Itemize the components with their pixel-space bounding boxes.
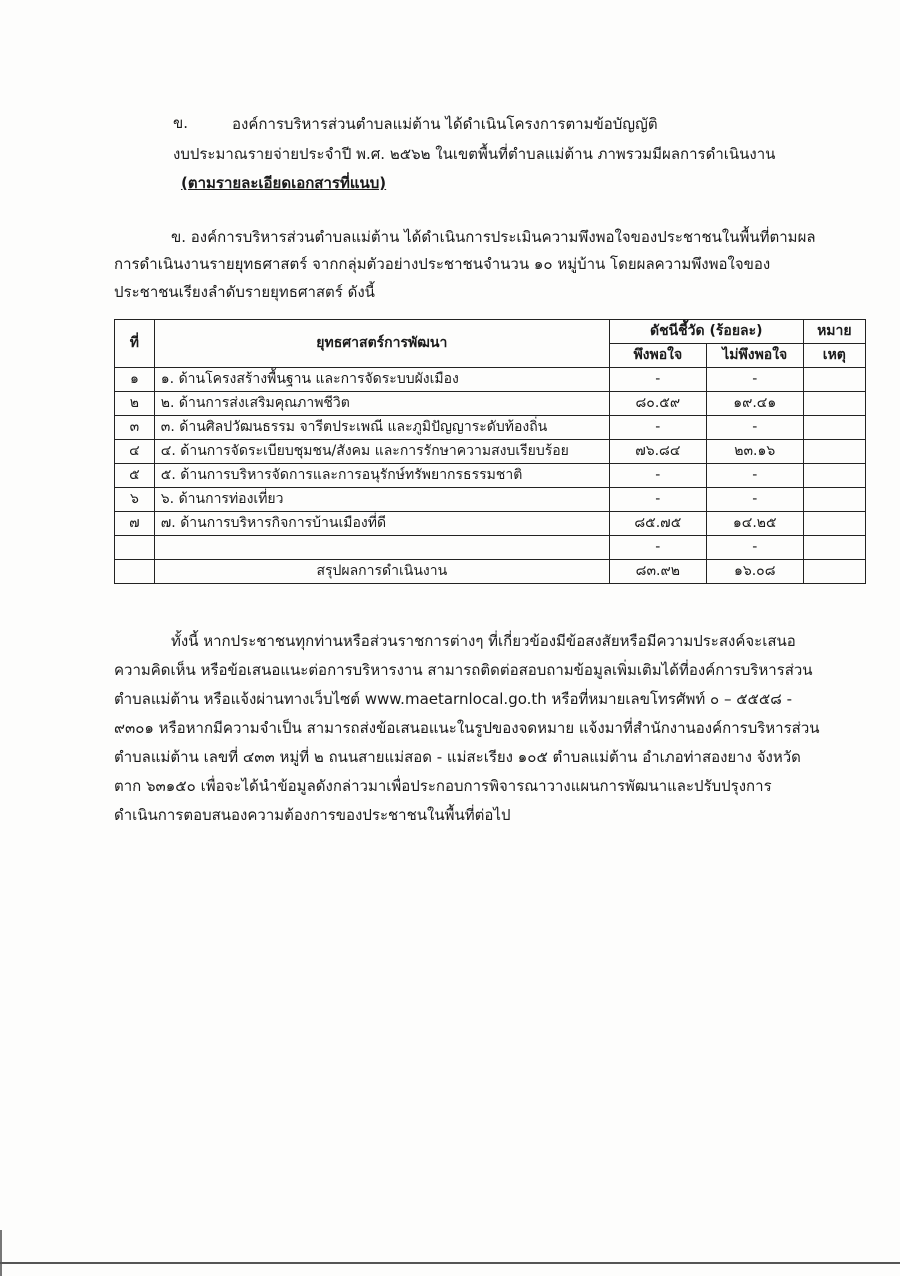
table-row [115,392,866,416]
row-no: ๑ [115,368,155,392]
header-note-1: หมาย [803,320,865,344]
header-satisfied: พึงพอใจ [609,344,706,368]
table-row [115,488,866,512]
row-strategy: ๔. ด้านการจัดระเบียบชุมชน/สังคม และการรักษาความสงบเรียบร้อย [154,440,609,464]
closing-paragraph [114,627,844,830]
row-no: ๓ [115,416,155,440]
row-strategy: ๗. ด้านการบริหารกิจการบ้านเมืองที่ดี [154,512,609,536]
scan-edge-left [0,1230,2,1276]
summary-satisfied: ๘๓.๙๒ [609,560,706,584]
closing-line-7: ดำเนินการตอบสนองความต้องการของประชาชนในพื้นที่ต่อไป [114,806,511,824]
table-header-row [115,320,866,344]
section-kho-line-1: องค์การบริหารส่วนตำบลแม่ต้าน ได้ดำเนินโครงการตามข้อบัญญัติ [232,115,658,133]
row-unsatisfied: - [706,464,803,488]
closing-line-5: ตำบลแม่ต้าน เลขที่ ๔๓๓ หมู่ที่ ๒ ถนนสายแม่สอด - แม่สะเรียง ๑๐๕ ตำบลแม่ต้าน อำเภอท่าสองยาง จังหวัด [114,748,801,766]
row-no [115,536,155,560]
survey-line-3: ประชาชนเรียงลำดับรายยุทธศาสตร์ ดังนี้ [114,283,375,301]
summary-label: สรุปผลการดำเนินงาน [154,560,609,584]
section-kho-attachment-note: (ตามรายละเอียดเอกสารที่แนบ) [181,174,387,192]
section-kho-label: ข. [173,114,189,132]
row-note [803,416,865,440]
row-note [803,392,865,416]
row-strategy [154,536,609,560]
row-note [803,488,865,512]
row-unsatisfied: ๑๔.๒๕ [706,512,803,536]
survey-line-1: ข. องค์การบริหารส่วนตำบลแม่ต้าน ได้ดำเนินการประเมินความพึงพอใจของประชาชนในพื้นที่ตามผล [171,228,816,246]
table-row [115,464,866,488]
row-no: ๗ [115,512,155,536]
row-strategy: ๕. ด้านการบริหารจัดการและการอนุรักษ์ทรัพยากรธรรมชาติ [154,464,609,488]
row-strategy: ๖. ด้านการท่องเที่ยว [154,488,609,512]
row-satisfied: ๘๕.๗๕ [609,512,706,536]
header-note-2: เหตุ [803,344,865,368]
row-unsatisfied: - [706,368,803,392]
header-no: ที่ [115,320,155,368]
table-row [115,368,866,392]
row-satisfied: ๘๐.๕๙ [609,392,706,416]
row-unsatisfied: ๒๓.๑๖ [706,440,803,464]
row-note [803,464,865,488]
closing-line-4: ๙๓๐๑ หรือหากมีความจำเป็น สามารถส่งข้อเสนอแนะในรูปของจดหมาย แจ้งมาที่สำนักงานองค์การบริหารส่วน [114,719,820,737]
table-row [115,536,866,560]
row-satisfied: ๗๖.๘๔ [609,440,706,464]
row-satisfied: - [609,368,706,392]
header-unsatisfied: ไม่พึงพอใจ [706,344,803,368]
satisfaction-table [114,319,866,584]
scan-edge-bottom [0,1262,900,1264]
table-row [115,512,866,536]
header-index: ดัชนีชี้วัด (ร้อยละ) [609,320,803,344]
row-satisfied: - [609,488,706,512]
closing-line-2: ความคิดเห็น หรือข้อเสนอแนะต่อการบริหารงาน สามารถติดต่อสอบถามข้อมูลเพิ่มเติมได้ที่องค์การบริหารส่วน [114,661,813,679]
row-note [803,512,865,536]
row-satisfied: - [609,464,706,488]
row-no: ๔ [115,440,155,464]
row-unsatisfied: - [706,488,803,512]
row-note [803,440,865,464]
closing-line-6: ตาก ๖๓๑๕๐ เพื่อจะได้นำข้อมูลดังกล่าวมาเพื่อประกอบการพิจารณาวางแผนการพัฒนาและปรับปรุงการ [114,777,772,795]
table-row [115,416,866,440]
summary-note [803,560,865,584]
table-row [115,440,866,464]
summary-unsatisfied: ๑๖.๐๘ [706,560,803,584]
row-strategy: ๑. ด้านโครงสร้างพื้นฐาน และการจัดระบบผังเมือง [154,368,609,392]
row-unsatisfied: - [706,536,803,560]
closing-line-1: ทั้งนี้ หากประชาชนทุกท่านหรือส่วนราชการต่างๆ ที่เกี่ยวข้องมีข้อสงสัยหรือมีความประสงค์จะเสนอ [171,632,796,650]
row-strategy: ๓. ด้านศิลปวัฒนธรรม จารีตประเพณี และภูมิปัญญาระดับท้องถิ่น [154,416,609,440]
row-no: ๕ [115,464,155,488]
header-strategy: ยุทธศาสตร์การพัฒนา [154,320,609,368]
row-no: ๖ [115,488,155,512]
row-satisfied: - [609,536,706,560]
row-satisfied: - [609,416,706,440]
table-summary-row [115,560,866,584]
summary-no [115,560,155,584]
row-strategy: ๒. ด้านการส่งเสริมคุณภาพชีวิต [154,392,609,416]
row-note [803,368,865,392]
closing-line-3: ตำบลแม่ต้าน หรือแจ้งผ่านทางเว็บไซต์ www.maetarnlocal.go.th หรือที่หมายเลขโทรศัพท์ ๐ – ๕๕๕๘ - [114,690,793,708]
section-kho-line-2: งบประมาณรายจ่ายประจำปี พ.ศ. ๒๕๖๒ ในเขตพื้นที่ตำบลแม่ต้าน ภาพรวมมีผลการดำเนินงาน [173,145,776,163]
row-unsatisfied: ๑๙.๔๑ [706,392,803,416]
row-unsatisfied: - [706,416,803,440]
row-no: ๒ [115,392,155,416]
row-note [803,536,865,560]
survey-line-2: การดำเนินงานรายยุทธศาสตร์ จากกลุ่มตัวอย่างประชาชนจำนวน ๑๐ หมู่บ้าน โดยผลความพึงพอใจของ [114,255,771,273]
